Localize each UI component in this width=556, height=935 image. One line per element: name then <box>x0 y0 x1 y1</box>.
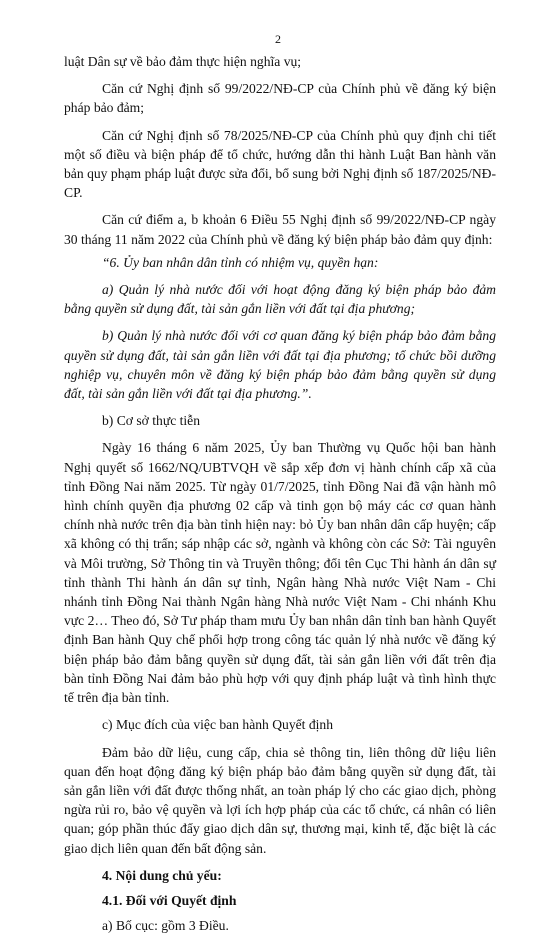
paragraph-basis-decree-78: Căn cứ Nghị định số 78/2025/NĐ-CP của Chính phủ quy định chi tiết một số điều và biện pháp để tổ chức, hướng dẫn thi hành Luật Ban hành văn bản quy phạm pháp luật được sửa đổi, bổ sung bởi Nghị định số 187/2025/NĐ-CP. <box>64 127 496 201</box>
quote-item-6: “6. Ủy ban nhân dân tỉnh có nhiệm vụ, quyền hạn: <box>102 254 379 270</box>
page-number: 2 <box>275 32 281 46</box>
paragraph-continuation: luật Dân sự về bảo đảm thực hiện nghĩa vụ; <box>64 54 302 69</box>
paragraph-basis-article-55: Căn cứ điểm a, b khoản 6 Điều 55 Nghị định số 99/2022/NĐ-CP ngày 30 tháng 11 năm 2022 của Chính phủ về đăng ký biện pháp bảo đảm quy định: <box>64 212 496 247</box>
heading-decision: 4.1. Đối với Quyết định <box>102 892 237 908</box>
paragraph-purpose: Đảm bảo dữ liệu, cung cấp, chia sẻ thông tin, liên thông dữ liệu liên quan đến hoạt động đăng ký biện pháp bảo đảm bằng quyền sử dụng đất, tài sản gắn liền với đất được thống nhất, an toàn pháp lý cho các giao dịch, phòng ngừa rủi ro, bảo vệ quyền và lợi ích hợp pháp của các tổ chức, cá nhân có liên quan; góp phần thúc đẩy giao dịch dân sự, thương mại, kinh tế, đặc biệt là các giao dịch liên quan đến bất động sản. <box>64 744 496 856</box>
paragraph-layout: a) Bố cục: gồm 3 Điều. <box>102 918 229 934</box>
paragraph-basis-decree-99: Căn cứ Nghị định số 99/2022/NĐ-CP của Chính phủ về đăng ký biện pháp bảo đảm; <box>64 81 496 116</box>
heading-main-content: 4. Nội dung chủ yếu: <box>102 867 222 883</box>
heading-purpose: c) Mục đích của việc ban hành Quyết định <box>102 717 334 733</box>
quote-item-a: a) Quản lý nhà nước đối với hoạt động đăng ký biện pháp bảo đảm bằng quyền sử dụng đất, tài sản gắn liền với đất tại địa phương; <box>64 282 496 317</box>
quote-item-b: b) Quản lý nhà nước đối với cơ quan đăng ký biện pháp bảo đảm bằng quyền sử dụng đất, tài sản gắn liền với đất tại địa phương; tổ chức bồi dưỡng nghiệp vụ, chuyên môn về đăng ký biện pháp bảo đảm bằng quyền sử dụng đất, tài sản gắn liền với đất tại địa phương.”. <box>64 328 496 402</box>
heading-practical-basis: b) Cơ sở thực tiễn <box>102 413 201 429</box>
paragraph-practical-basis: Ngày 16 tháng 6 năm 2025, Ủy ban Thường vụ Quốc hội ban hành Nghị quyết số 1662/NQ/UBTVQH về sắp xếp đơn vị hành chính cấp xã của tỉnh Đồng Nai năm 2025. Từ ngày 01/7/2025, tỉnh Đồng Nai đã vận hành mô hình chính quyền địa phương 02 cấp và tinh gọn bộ máy các cơ quan hành chính nhà nước trên địa bàn tỉnh hiện nay: bỏ Ủy ban nhân dân cấp huyện; cấp xã không có thị trấn; sáp nhập các sở, ngành và không còn các Sở: Tài nguyên và Môi trường, Sở Thông tin và Truyền thông; đổi tên Cục Thi hành án dân sự tỉnh thành Thi hành án dân sự tỉnh, Ngân hàng Nhà nước Việt Nam - Chi nhánh tỉnh Đồng Nai thành Ngân hàng Nhà nước Việt Nam - Chi nhánh Khu vực 2… Theo đó, Sở Tư pháp tham mưu Ủy ban nhân dân tỉnh ban hành Quyết định Ban hành Quy chế phối hợp trong công tác quản lý nhà nước về đăng ký biện pháp bảo đảm bằng quyền sử dụng đất, tài sản gắn liền với đất trên địa bàn tỉnh Đồng Nai đảm bảo phù hợp với quy định pháp luật và tình hình thực tế trên địa bàn tỉnh. <box>64 440 496 706</box>
document-body <box>64 52 496 935</box>
